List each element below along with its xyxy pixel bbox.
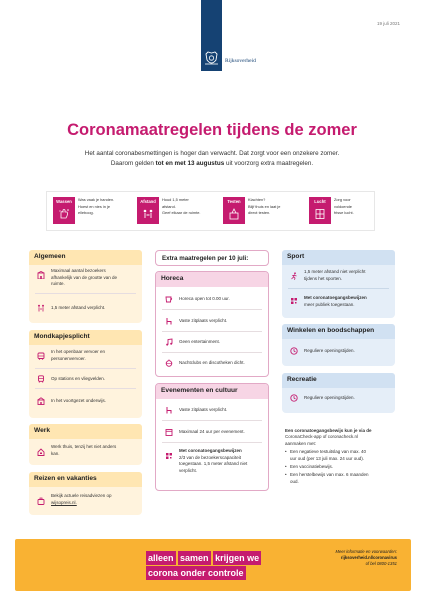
item-text: Reguliere openingstijden. bbox=[304, 348, 355, 353]
clock-icon bbox=[290, 347, 298, 355]
section-title: Horeca bbox=[156, 272, 268, 287]
school-icon bbox=[37, 397, 45, 405]
section-title: Sport bbox=[282, 250, 395, 265]
intro-text bbox=[0, 149, 424, 169]
divider bbox=[162, 331, 262, 332]
item-text: Geen entertainment. bbox=[179, 339, 221, 344]
slogan: alleen samen krijgen we corona onder controle bbox=[148, 553, 260, 578]
section-algemeen bbox=[29, 250, 142, 323]
rule-text: Zorg voor voldoende frisse lucht. bbox=[334, 197, 354, 216]
test-icon bbox=[228, 208, 240, 220]
distance-icon bbox=[37, 304, 45, 312]
bus-icon bbox=[37, 352, 45, 360]
divider bbox=[35, 388, 136, 389]
item-text: Met coronatoegangsbewijzen meer publiek toegestaan. bbox=[304, 295, 367, 307]
home-work-icon bbox=[37, 448, 45, 456]
rule-tag: Afstand bbox=[137, 197, 159, 224]
distance-icon bbox=[142, 208, 154, 220]
calendar-icon bbox=[165, 428, 173, 436]
section-reizen bbox=[29, 472, 142, 515]
access-intro: Een coronatoegangsbewijs kun je via de CoronaCheck-app of coronacheck.nl aanmaken met: bbox=[285, 428, 372, 446]
extra-measures-header bbox=[155, 250, 269, 266]
section-title: Werk bbox=[29, 424, 142, 439]
divider bbox=[162, 442, 262, 443]
item-text: Maximaal 24 uur per evenement. bbox=[179, 429, 245, 434]
item-text: Op stations en vliegvelden. bbox=[51, 376, 106, 381]
access-bullet: • Een herstelbewijs van max. 6 maanden oud. bbox=[285, 472, 397, 485]
org-name: Rijksoverheid bbox=[225, 58, 256, 64]
cup-icon bbox=[165, 295, 173, 303]
item-text: Nachtclubs en discotheken dicht. bbox=[179, 360, 245, 365]
disco-icon bbox=[165, 359, 173, 367]
section-sport bbox=[282, 250, 395, 318]
rule-afstand bbox=[137, 197, 211, 225]
item-text: Bekijk actuele reisadviezen op wijsopreis.nl. bbox=[51, 493, 112, 505]
section-recreatie bbox=[282, 373, 395, 413]
section-title: Winkelen en boodschappen bbox=[282, 324, 395, 339]
divider bbox=[162, 420, 262, 421]
rule-wassen bbox=[53, 197, 127, 225]
rule-tag: Wassen bbox=[53, 197, 75, 224]
building-icon bbox=[37, 271, 45, 279]
item-text: Met coronatoegangsbewijzen 2/3 van de bezoekerscapaciteit toegestaan. 1,5 meter afstand niet verplicht. bbox=[179, 448, 248, 473]
item-text: Maximaal aantal bezoekers afhankelijk van de grootte van de ruimte. bbox=[51, 268, 118, 286]
section-mondkapjesplicht bbox=[29, 330, 142, 418]
section-title: Algemeen bbox=[29, 250, 142, 265]
divider bbox=[35, 368, 136, 369]
item-text: Horeca open tot 0.00 uur. bbox=[179, 296, 230, 301]
item-text: 1,5 meter afstand verplicht. bbox=[51, 305, 106, 310]
clock-icon bbox=[290, 394, 298, 402]
rule-testen bbox=[223, 197, 297, 225]
divider bbox=[162, 352, 262, 353]
section-evenementen bbox=[155, 383, 269, 491]
rule-text: Klachten? Blijf thuis en laat je direct testen. bbox=[248, 197, 281, 216]
rule-lucht bbox=[309, 197, 373, 225]
item-text: 1,5 meter afstand niet verplicht tijdens het sporten. bbox=[304, 269, 366, 281]
music-icon bbox=[165, 338, 173, 346]
rule-tag: Testen bbox=[223, 197, 245, 224]
rule-tag: Lucht bbox=[309, 197, 331, 224]
hand-wash-icon bbox=[58, 208, 70, 220]
page-title: Coronamaatregelen tijdens de zomer bbox=[67, 121, 357, 139]
item-text: Vaste zitplaats verplicht. bbox=[179, 407, 228, 412]
rule-text: Was vaak je handen. Hoest en nies in je elleboog. bbox=[78, 197, 115, 216]
section-horeca bbox=[155, 271, 269, 377]
item-text: Vaste zitplaats verplicht. bbox=[179, 318, 228, 323]
divider bbox=[35, 293, 136, 294]
intro-line-2: Daarom gelden tot en met 13 augustus uit voorzorg extra maatregelen. bbox=[110, 160, 314, 167]
crest-icon bbox=[203, 50, 220, 68]
access-pass-info bbox=[285, 428, 397, 485]
access-bullet: • Een vaccinatiebewijs. bbox=[285, 464, 397, 470]
section-title: Reizen en vakanties bbox=[29, 472, 142, 487]
item-text: In het voortgezet onderwijs. bbox=[51, 398, 107, 403]
intro-line-1: Het aantal coronabesmettingen is hoger dan verwacht. Dat zorgt voor een onzekere zomer. bbox=[84, 150, 340, 157]
item-text: Reguliere openingstijden. bbox=[304, 395, 355, 400]
access-bullet: • Een negatieve testuitslag van max. 40 uur oud (per 13 juli max. 24 uur oud). bbox=[285, 449, 397, 462]
rule-text: Houd 1,5 meter afstand. Geef elkaar de ruimte. bbox=[162, 197, 201, 216]
section-title: Evenementen en cultuur bbox=[156, 384, 268, 399]
qr-icon bbox=[165, 452, 173, 460]
more-info: Meer informatie en voorwaarden: rijksoverheid.nl/coronavirus of bel 0800-1351 bbox=[305, 549, 397, 568]
divider bbox=[288, 288, 389, 289]
suitcase-icon bbox=[37, 497, 45, 505]
section-title: Recreatie bbox=[282, 373, 395, 388]
publication-date: 19 juli 2021 bbox=[377, 21, 401, 26]
window-icon bbox=[314, 208, 326, 220]
qr-icon bbox=[290, 297, 298, 305]
extra-measures-label: Extra maatregelen per 10 juli: bbox=[162, 254, 249, 262]
chair-icon bbox=[165, 317, 173, 325]
item-text: In het openbaar vervoer en personenvervoer. bbox=[51, 349, 106, 361]
chair-icon bbox=[165, 406, 173, 414]
divider bbox=[162, 309, 262, 310]
info-link[interactable]: rijksoverheid.nl/coronavirus bbox=[340, 555, 397, 561]
basic-rules-strip bbox=[46, 191, 375, 231]
access-bullets bbox=[285, 449, 397, 485]
section-title: Mondkapjesplicht bbox=[29, 330, 142, 345]
runner-icon bbox=[290, 272, 298, 280]
item-text: Werk thuis, tenzij het niet anders kan. bbox=[51, 444, 117, 456]
train-icon bbox=[37, 375, 45, 383]
section-winkelen bbox=[282, 324, 395, 366]
section-werk bbox=[29, 424, 142, 465]
